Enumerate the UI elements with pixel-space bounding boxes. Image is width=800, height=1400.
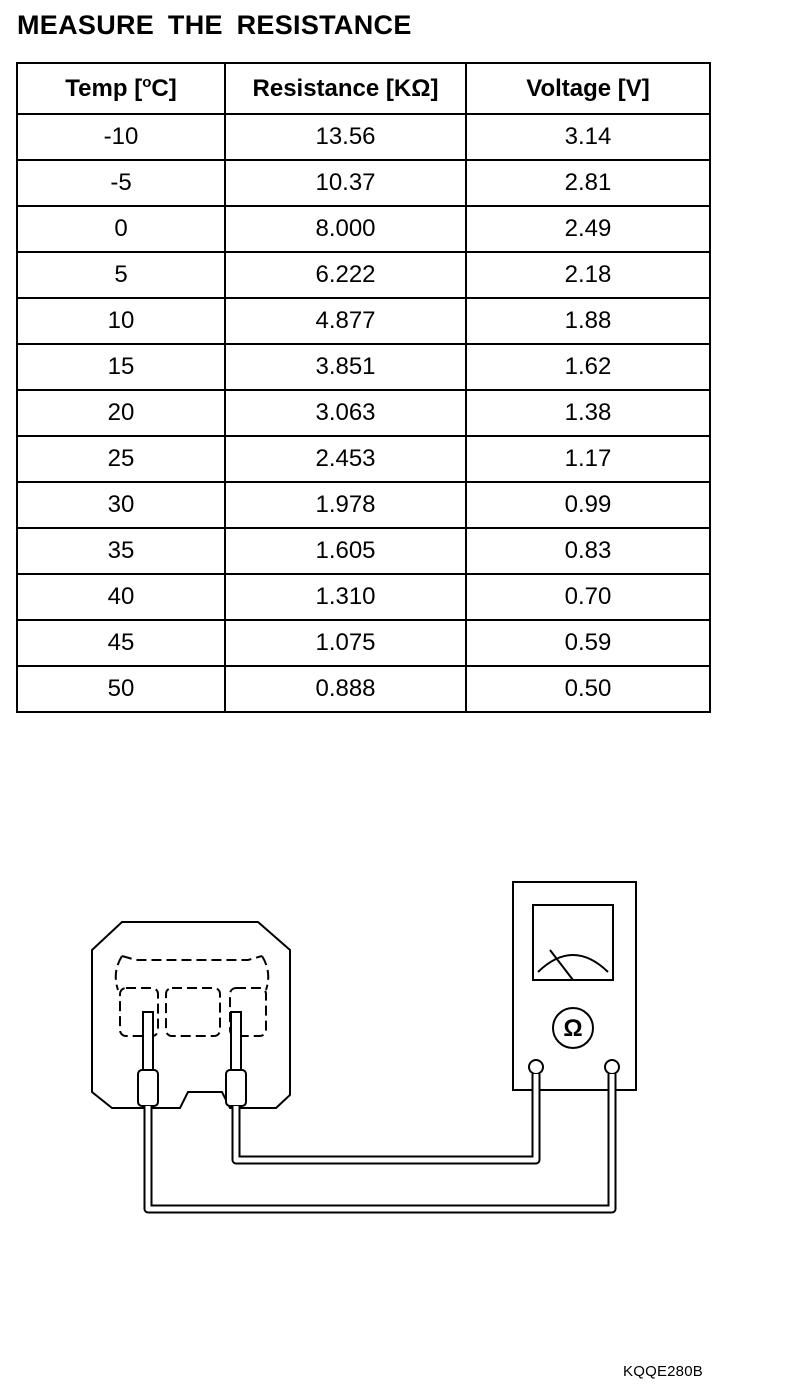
cell-voltage: 0.83 <box>466 528 710 574</box>
cell-voltage: 1.17 <box>466 436 710 482</box>
cell-voltage: 2.49 <box>466 206 710 252</box>
cell-resistance: 4.877 <box>225 298 466 344</box>
cell-resistance: 8.000 <box>225 206 466 252</box>
cell-temp: 25 <box>17 436 225 482</box>
cell-resistance: 1.605 <box>225 528 466 574</box>
cell-temp: 10 <box>17 298 225 344</box>
table-row <box>17 666 710 712</box>
cell-voltage: 0.99 <box>466 482 710 528</box>
table-header-row <box>17 63 710 114</box>
cell-voltage: 3.14 <box>466 114 710 160</box>
table-row <box>17 574 710 620</box>
probe-left-body <box>138 1070 158 1106</box>
header-resistance: Resistance [KΩ] <box>225 63 466 114</box>
header-temp <box>17 63 225 114</box>
ohm-symbol-label: Ω <box>563 1015 583 1042</box>
table-row <box>17 160 710 206</box>
resistance-table <box>16 62 711 713</box>
table-row <box>17 206 710 252</box>
table-row <box>17 528 710 574</box>
cell-resistance: 13.56 <box>225 114 466 160</box>
header-voltage: Voltage [V] <box>466 63 710 114</box>
cell-resistance: 1.075 <box>225 620 466 666</box>
cell-voltage: 1.62 <box>466 344 710 390</box>
ohmmeter-terminal-left <box>529 1060 543 1074</box>
table-row <box>17 390 710 436</box>
connector-housing <box>92 922 290 1108</box>
lead-outer-outline <box>148 1074 612 1209</box>
cell-voltage: 0.50 <box>466 666 710 712</box>
cell-temp: 0 <box>17 206 225 252</box>
figure-code: KQQE280B <box>623 1363 703 1380</box>
cell-voltage: 1.38 <box>466 390 710 436</box>
table-row <box>17 298 710 344</box>
cell-resistance: 1.310 <box>225 574 466 620</box>
table-row <box>17 252 710 298</box>
table-row <box>17 344 710 390</box>
table-row <box>17 114 710 160</box>
cell-resistance: 10.37 <box>225 160 466 206</box>
cell-temp: 20 <box>17 390 225 436</box>
cell-temp: 35 <box>17 528 225 574</box>
cell-temp: 45 <box>17 620 225 666</box>
page-title: MEASURE THE RESISTANCE <box>17 10 412 40</box>
cell-resistance: 3.851 <box>225 344 466 390</box>
probe-left-pin <box>143 1012 153 1074</box>
sensor-connector <box>92 922 290 1108</box>
degree-sign: o <box>142 73 152 91</box>
header-temp-prefix: Temp [ <box>65 74 143 102</box>
probe-right-body <box>226 1070 246 1106</box>
cell-voltage: 0.70 <box>466 574 710 620</box>
cell-resistance: 0.888 <box>225 666 466 712</box>
table-row <box>17 482 710 528</box>
cell-resistance: 6.222 <box>225 252 466 298</box>
test-leads <box>148 1074 612 1209</box>
ohmmeter <box>513 882 636 1090</box>
cell-voltage: 2.18 <box>466 252 710 298</box>
cell-voltage: 0.59 <box>466 620 710 666</box>
cell-temp: -5 <box>17 160 225 206</box>
probe-right-pin <box>231 1012 241 1074</box>
ohmmeter-display <box>533 905 613 980</box>
cell-resistance: 1.978 <box>225 482 466 528</box>
lead-outer-fill <box>148 1074 612 1209</box>
cell-temp: 50 <box>17 666 225 712</box>
cell-voltage: 2.81 <box>466 160 710 206</box>
header-temp-unit: C] <box>151 74 177 102</box>
cell-temp: 30 <box>17 482 225 528</box>
cell-voltage: 1.88 <box>466 298 710 344</box>
cell-resistance: 2.453 <box>225 436 466 482</box>
cell-temp: 5 <box>17 252 225 298</box>
table-row <box>17 620 710 666</box>
wiring-diagram <box>0 860 800 1240</box>
cell-temp: -10 <box>17 114 225 160</box>
cell-resistance: 3.063 <box>225 390 466 436</box>
table-row <box>17 436 710 482</box>
cell-temp: 15 <box>17 344 225 390</box>
cell-temp: 40 <box>17 574 225 620</box>
ohmmeter-terminal-right <box>605 1060 619 1074</box>
